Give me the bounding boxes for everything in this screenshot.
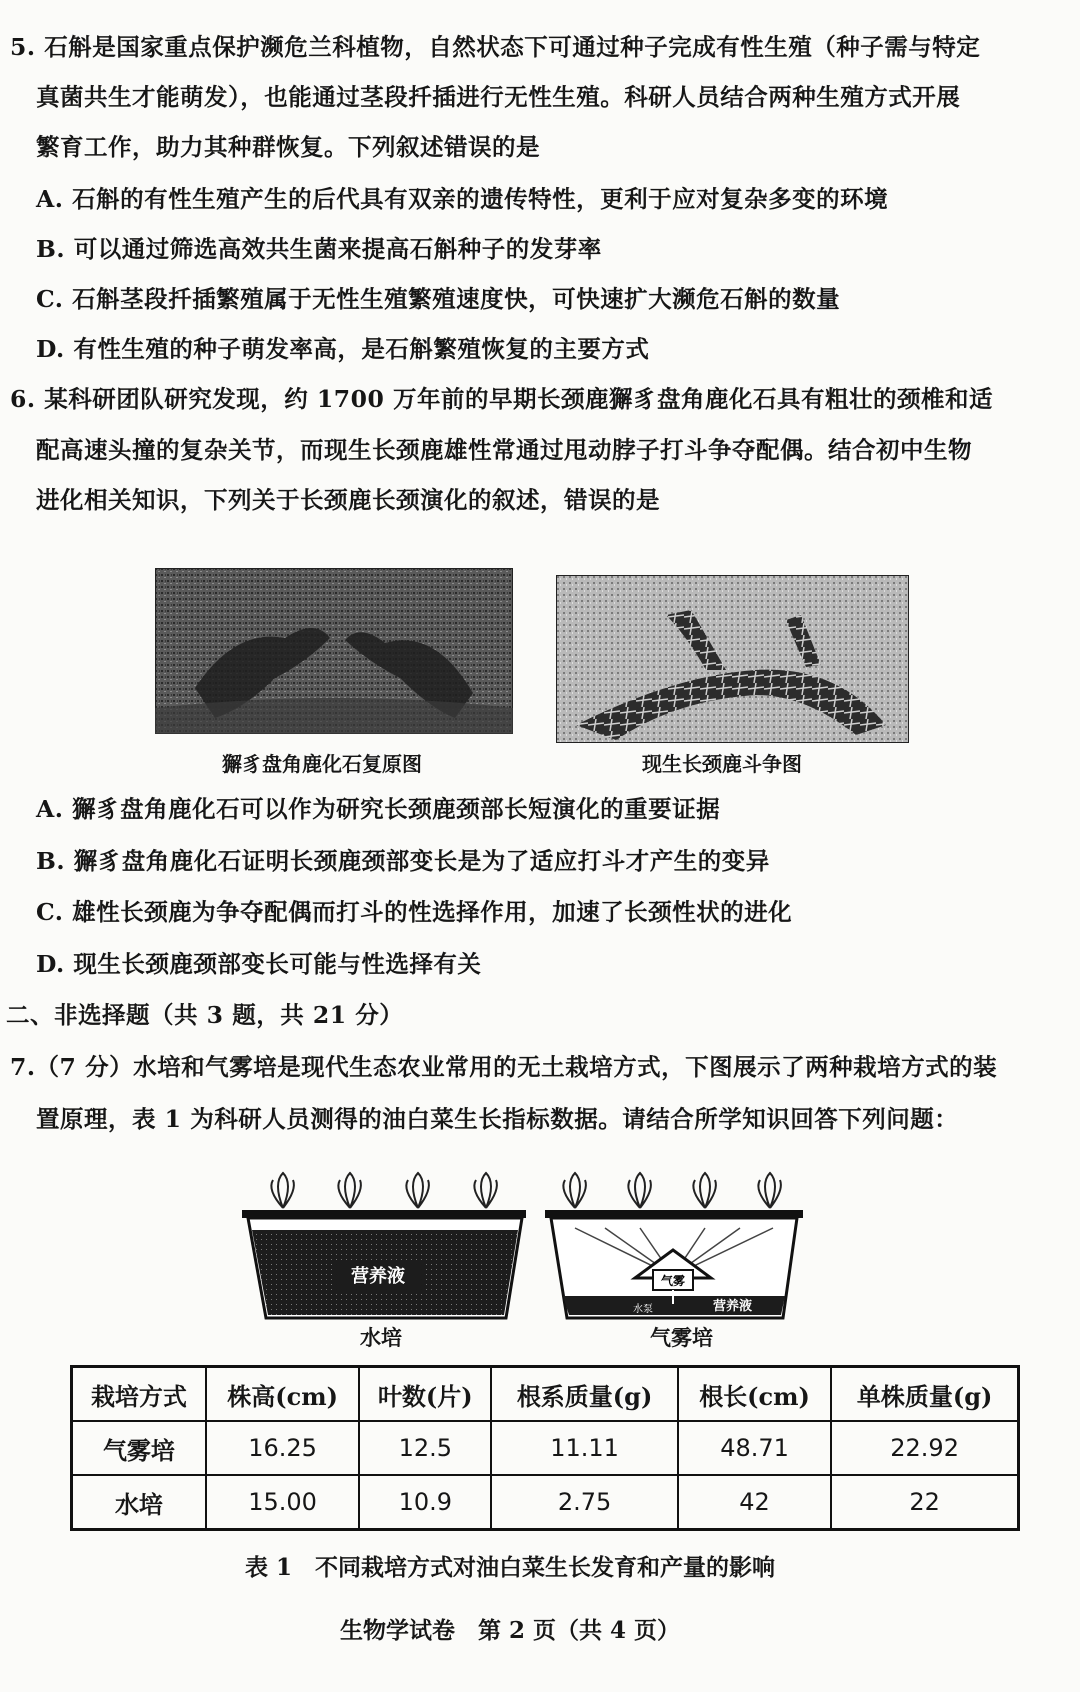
q5-option-b: B. 可以通过筛选高效共生菌来提高石斛种子的发芽率 — [36, 235, 602, 263]
q7-line-2: 置原理，表 1 为科研人员测得的油白菜生长指标数据。请结合所学知识回答下列问题： — [36, 1105, 959, 1133]
aero-liquid-label: 营养液 — [713, 1299, 753, 1314]
aero-pump-label: 水泵 — [633, 1304, 653, 1315]
table-header-row — [72, 1367, 1019, 1422]
q5-option-d: D. 有性生殖的种子萌发率高，是石斛繁殖恢复的主要方式 — [36, 335, 650, 363]
aeroponics-diagram — [545, 1158, 805, 1343]
q6-option-b: B. 獬豸盘角鹿化石证明长颈鹿颈部变长是为了适应打斗才产生的变异 — [36, 847, 770, 875]
table-row — [72, 1475, 1019, 1530]
table-cell: 2.75 — [491, 1475, 678, 1530]
q5-line-2: 真菌共生才能萌发），也能通过茎段扦插进行无性生殖。科研人员结合两种生殖方式开展 — [36, 83, 961, 111]
table-header: 叶数(片) — [359, 1367, 491, 1422]
q6-line-3: 进化相关知识，下列关于长颈鹿长颈演化的叙述，错误的是 — [36, 486, 660, 514]
table-cell: 12.5 — [359, 1421, 491, 1475]
q5-line-3: 繁育工作，助力其种群恢复。下列叙述错误的是 — [36, 133, 540, 161]
plant-icon — [271, 1173, 497, 1208]
giraffe-caption: 现生长颈鹿斗争图 — [642, 752, 802, 776]
section-heading: 二、非选择题（共 3 题，共 21 分） — [6, 1001, 404, 1029]
table-cell: 16.25 — [206, 1421, 359, 1475]
q5-option-c: C. 石斛茎段扦插繁殖属于无性生殖繁殖速度快，可快速扩大濒危石斛的数量 — [36, 285, 841, 313]
q7-line-1: 7.（7 分）水培和气雾培是现代生态农业常用的无土栽培方式，下图展示了两种栽培方式的装 — [10, 1053, 998, 1081]
growth-data-table — [70, 1365, 1020, 1531]
table-row — [72, 1421, 1019, 1475]
hydro-caption: 水培 — [360, 1325, 402, 1350]
table-cell: 水培 — [72, 1475, 206, 1530]
table-header: 单株质量(g) — [831, 1367, 1018, 1422]
table-header: 株高(cm) — [206, 1367, 359, 1422]
table-header: 根系质量(g) — [491, 1367, 678, 1422]
q5-line-1: 5. 石斛是国家重点保护濒危兰科植物，自然状态下可通过种子完成有性生殖（种子需与特定 — [10, 33, 981, 61]
hydro-liquid-label: 营养液 — [351, 1266, 405, 1287]
q6-option-c: C. 雄性长颈鹿为争夺配偶而打斗的性选择作用，加速了长颈性状的进化 — [36, 898, 793, 926]
hydroponics-diagram — [240, 1158, 530, 1343]
table-cell: 48.71 — [678, 1421, 831, 1475]
table-cell: 22 — [831, 1475, 1018, 1530]
table-cell: 15.00 — [206, 1475, 359, 1530]
aero-box-label: 气雾 — [660, 1274, 686, 1288]
q5-option-a: A. 石斛的有性生殖产生的后代具有双亲的遗传特性，更利于应对复杂多变的环境 — [36, 185, 889, 213]
table-cell: 11.11 — [491, 1421, 678, 1475]
table-header: 栽培方式 — [72, 1367, 206, 1422]
table-cell: 10.9 — [359, 1475, 491, 1530]
page-footer: 生物学试卷 第 2 页（共 4 页） — [340, 1617, 681, 1644]
q6-option-a: A. 獬豸盘角鹿化石可以作为研究长颈鹿颈部长短演化的重要证据 — [36, 795, 721, 823]
q6-option-d: D. 现生长颈鹿颈部变长可能与性选择有关 — [36, 950, 482, 978]
aero-caption: 气雾培 — [650, 1325, 713, 1350]
table-cell: 42 — [678, 1475, 831, 1530]
table-header: 根长(cm) — [678, 1367, 831, 1422]
fossil-caption: 獬豸盘角鹿化石复原图 — [222, 752, 422, 776]
table-cell: 22.92 — [831, 1421, 1018, 1475]
fossil-restoration-photo — [155, 568, 513, 734]
table-caption: 表 1 不同栽培方式对油白菜生长发育和产量的影响 — [245, 1554, 776, 1581]
table-cell: 气雾培 — [72, 1421, 206, 1475]
q6-line-2: 配高速头撞的复杂关节，而现生长颈鹿雄性常通过甩动脖子打斗争夺配偶。结合初中生物 — [36, 436, 972, 464]
q6-line-1: 6. 某科研团队研究发现，约 1700 万年前的早期长颈鹿獬豸盘角鹿化石具有粗壮的颈椎和适 — [10, 385, 993, 413]
giraffe-fight-photo — [556, 575, 909, 743]
